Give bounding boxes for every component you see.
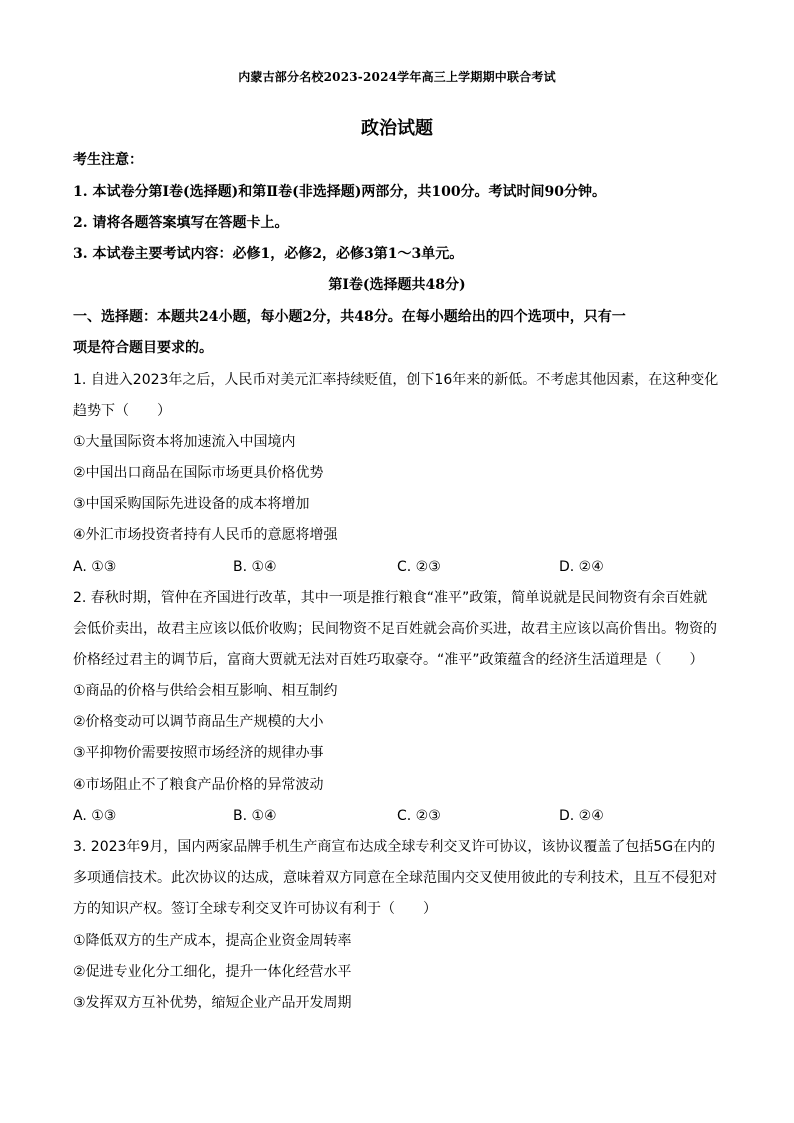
notice-item: 3. 本试卷主要考试内容：必修1，必修2，必修3第1～3单元。 [73,246,464,262]
question-stem: 1. 自进入2023年之后，人民币对美元汇率持续贬值，创下16年来的新低。不考虑其他因素，在这种变化 [73,372,719,388]
section-instruction: 项是符合题目要求的。 [73,340,213,356]
option-d: D. ②④ [559,559,604,575]
notice-item: 1. 本试卷分第Ⅰ卷(选择题)和第Ⅱ卷(非选择题)两部分，共100分。考试时间90分钟。 [73,184,607,200]
option-b: B. ①④ [233,559,277,575]
notice-heading: 考生注意： [73,152,143,168]
section-instruction: 一、选择题：本题共24小题，每小题2分，共48分。在每小题给出的四个选项中，只有一 [73,309,626,325]
option-b: B. ①④ [233,808,277,824]
option-c: C. ②③ [397,559,441,575]
question-stem: 方的知识产权。签订全球专利交叉许可协议有利于（ ） [73,901,437,917]
exam-subtitle: 政治试题 [361,118,433,139]
option-c: C. ②③ [397,808,441,824]
question-statement: ②价格变动可以调节商品生产规模的大小 [73,714,324,730]
question-statement: ②中国出口商品在国际市场更具价格优势 [73,465,324,481]
question-statement: ③发挥双方互补优势，缩短企业产品开发周期 [73,995,352,1011]
question-statement: ①大量国际资本将加速流入中国境内 [73,434,296,450]
question-stem: 3. 2023年9月，国内两家品牌手机生产商宣布达成全球专利交叉许可协议，该协议覆盖了包括5G在内的 [73,839,716,855]
question-statement: ④市场阻止不了粮食产品价格的异常波动 [73,777,324,793]
option-d: D. ②④ [559,808,604,824]
question-stem: 会低价卖出，故君主应该以低价收购；民间物资不足百姓就会高价买进，故君主应该以高价售出。物资的 [73,621,717,637]
section-title: 第Ⅰ卷(选择题共48分) [328,277,466,293]
notice-item: 2. 请将各题答案填写在答题卡上。 [73,215,289,231]
question-stem: 2. 春秋时期，管仲在齐国进行改革，其中一项是推行粮食“准平”政策，简单说就是民间物资有余百姓就 [73,590,708,606]
exam-title: 内蒙古部分名校2023-2024学年高三上学期期中联合考试 [238,70,556,84]
option-a: A. ①③ [73,808,117,824]
question-stem: 趋势下（ ） [73,403,171,419]
question-statement: ③中国采购国际先进设备的成本将增加 [73,496,310,512]
question-statement: ①降低双方的生产成本，提高企业资金周转率 [73,933,352,949]
question-statement: ④外汇市场投资者持有人民币的意愿将增强 [73,527,338,543]
option-a: A. ①③ [73,559,117,575]
question-statement: ①商品的价格与供给会相互影响、相互制约 [73,683,338,699]
question-stem: 价格经过君主的调节后，富商大贾就无法对百姓巧取豪夺。“准平”政策蕴含的经济生活道理是（ ） [73,652,704,668]
question-statement: ③平抑物价需要按照市场经济的规律办事 [73,745,324,761]
question-statement: ②促进专业化分工细化，提升一体化经营水平 [73,964,352,980]
question-stem: 多项通信技术。此次协议的达成，意味着双方同意在全球范围内交叉使用彼此的专利技术，且互不侵犯对 [73,870,717,886]
